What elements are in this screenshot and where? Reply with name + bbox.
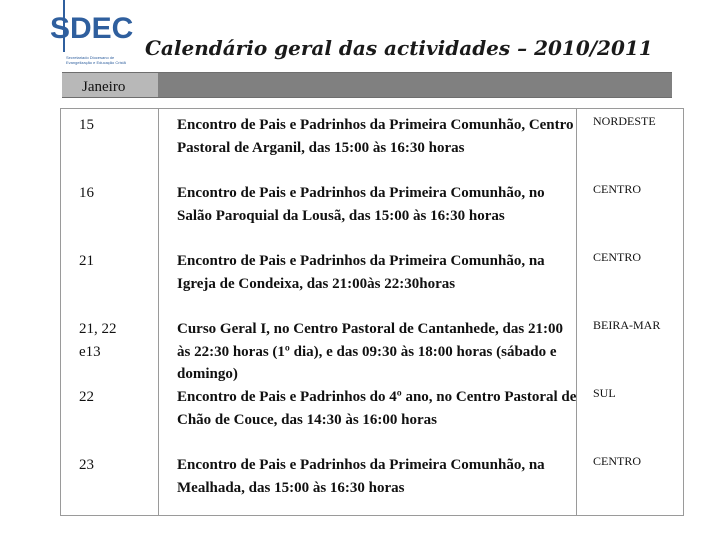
- month-cell: [62, 73, 158, 97]
- page-title: Calendário geral das actividades – 2010/2011: [145, 36, 653, 60]
- row-region: CENTRO: [593, 454, 641, 468]
- row-region: CENTRO: [593, 250, 641, 264]
- month-header-bar: [62, 72, 672, 98]
- row-date: 22: [79, 389, 94, 405]
- row-region: BEIRA-MAR: [593, 318, 661, 332]
- row-region: CENTRO: [593, 182, 641, 196]
- row-region: NORDESTE: [593, 114, 656, 128]
- logo-letters: SDEC: [50, 12, 134, 45]
- row-description: Curso Geral I, no Centro Pastoral de Cantanhede, das 21:00 às 22:30 horas (1º dia), e das 09:30 às 18:00 horas (sábado e domingo): [177, 321, 563, 383]
- row-description: Encontro de Pais e Padrinhos do 4º ano, no Centro Pastoral de Chão de Couce, das 14:30 às 16:00 horas: [177, 389, 577, 428]
- row-description: Encontro de Pais e Padrinhos da Primeira Comunhão, na Igreja de Condeixa, das 21:00às 22:30horas: [177, 253, 545, 292]
- row-description: Encontro de Pais e Padrinhos da Primeira Comunhão, na Mealhada, das 15:00 às 16:30 horas: [177, 457, 545, 496]
- column-divider: [158, 109, 159, 515]
- row-date: 16: [79, 185, 94, 201]
- logo-subtitle: Secretariado Diocesano de Evangelização e Educação Cristã: [66, 55, 126, 65]
- row-date: 21, 22 e13: [79, 321, 117, 360]
- row-date: 15: [79, 117, 94, 133]
- sdec-logo: [44, 0, 134, 76]
- row-date: 21: [79, 253, 94, 269]
- row-region: SUL: [593, 386, 616, 400]
- calendar-table: [60, 108, 684, 516]
- row-date: 23: [79, 457, 94, 473]
- row-description: Encontro de Pais e Padrinhos da Primeira Comunhão, Centro Pastoral de Arganil, das 15:00 às 16:30 horas: [177, 117, 574, 156]
- row-description: Encontro de Pais e Padrinhos da Primeira Comunhão, no Salão Paroquial da Lousã, das 15:00 às 16:30 horas: [177, 185, 545, 224]
- month-label: Janeiro: [82, 79, 126, 95]
